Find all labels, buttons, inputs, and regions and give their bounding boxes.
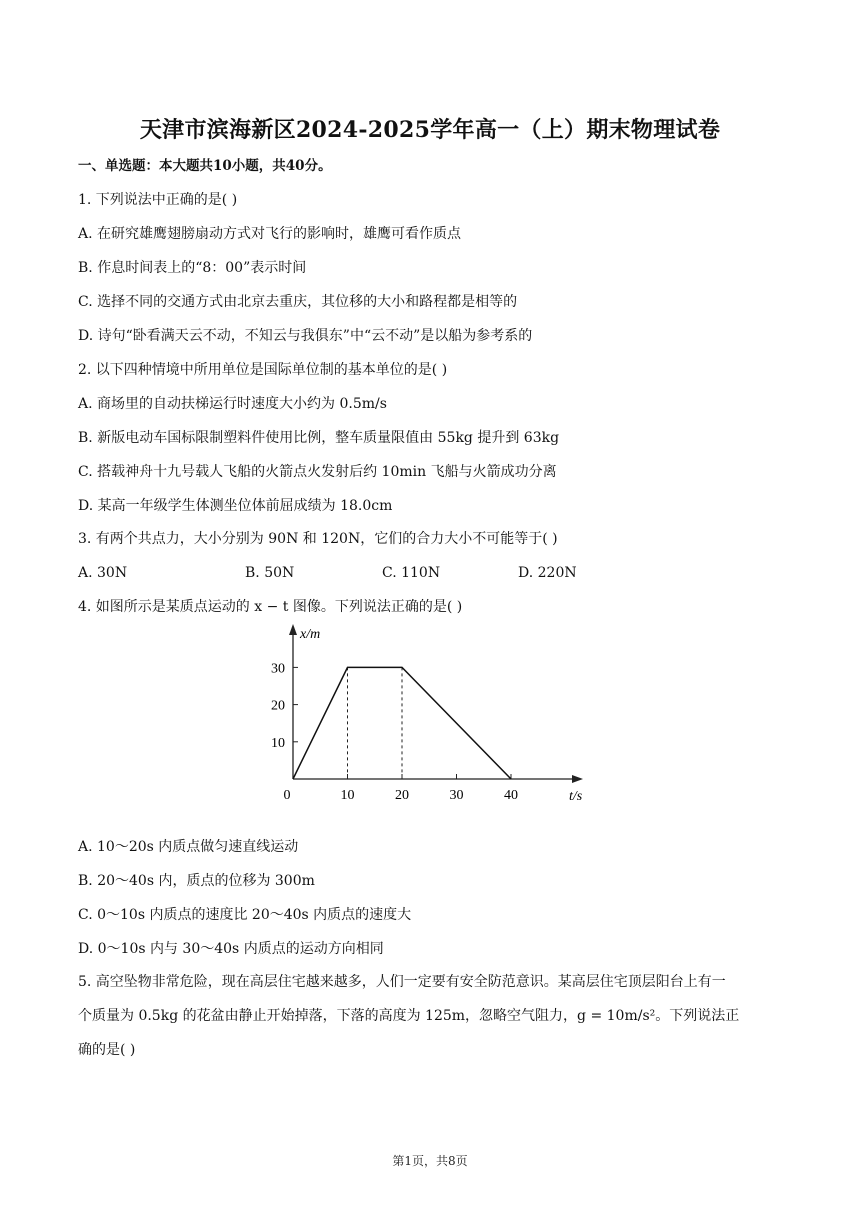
question-3-stem: 3. 有两个共点力，大小分别为 90N 和 120N，它们的合力大小不可能等于( )	[78, 531, 558, 547]
y-axis-label: x/m	[300, 627, 321, 642]
question-3-option-d: D. 220N	[518, 565, 577, 581]
question-2-option-c: C. 搭载神舟十九号载人飞船的火箭点火发射后约 10min 飞船与火箭成功分离	[78, 464, 557, 480]
question-4-option-b: B. 20～40s 内，质点的位移为 300m	[78, 873, 315, 889]
question-4-option-c: C. 0～10s 内质点的速度比 20～40s 内质点的速度大	[78, 907, 412, 923]
question-5-line-1: 5. 高空坠物非常危险，现在高层住宅越来越多，人们一定要有安全防范意识。某高层住宅顶层阳台上有一	[78, 974, 726, 990]
y-tick-label: 20	[271, 698, 285, 714]
question-1-option-d: D. 诗句“卧看满天云不动，不知云与我俱东”中“云不动”是以船为参考系的	[78, 328, 533, 344]
page-title: 天津市滨海新区2024-2025学年高一（上）期末物理试卷	[139, 117, 721, 143]
question-4-option-d: D. 0～10s 内与 30～40s 内质点的运动方向相同	[78, 941, 384, 957]
y-axis-arrow	[289, 624, 297, 635]
page-footer: 第1页，共8页	[392, 1154, 468, 1168]
question-4-stem: 4. 如图所示是某质点运动的 x − t 图像。下列说法正确的是( )	[78, 599, 463, 615]
question-2-option-a: A. 商场里的自动扶梯运行时速度大小约为 0.5m/s	[78, 396, 387, 412]
question-3-option-a: A. 30N	[78, 565, 128, 581]
question-4-option-a: A. 10～20s 内质点做匀速直线运动	[78, 839, 299, 855]
x-tick-label: 20	[395, 788, 409, 803]
question-3-option-c: C. 110N	[382, 565, 441, 581]
question-1-stem: 1. 下列说法中正确的是( )	[78, 192, 238, 208]
x-tick-label: 0	[283, 788, 291, 803]
section-heading: 一、单选题：本大题共10小题，共40分。	[78, 158, 332, 174]
question-1-option-b: B. 作息时间表上的“8：00”表示时间	[78, 260, 307, 276]
x-axis-arrow	[572, 775, 583, 783]
question-2-option-b: B. 新版电动车国标限制塑料件使用比例，整车质量限值由 55kg 提升到 63kg	[78, 430, 560, 446]
x-axis-label: t/s	[569, 789, 583, 804]
question-2-stem: 2. 以下四种情境中所用单位是国际单位制的基本单位的是( )	[78, 362, 448, 378]
x-t-graph	[260, 620, 600, 810]
y-tick-label: 30	[271, 661, 285, 677]
question-2-option-d: D. 某高一年级学生体测坐位体前屈成绩为 18.0cm	[78, 498, 393, 514]
x-tick-label: 30	[449, 788, 464, 803]
question-5-line-3: 确的是( )	[78, 1042, 136, 1058]
question-1-option-c: C. 选择不同的交通方式由北京去重庆，其位移的大小和路程都是相等的	[78, 294, 518, 310]
y-tick-label: 10	[271, 735, 285, 751]
question-3-option-b: B. 50N	[245, 565, 295, 581]
x-tick-label: 40	[504, 788, 518, 803]
question-5-line-2: 个质量为 0.5kg 的花盆由静止开始掉落，下落的高度为 125m，忽略空气阻力，g = 10m/s²。下列说法正	[78, 1008, 740, 1024]
question-1-option-a: A. 在研究雄鹰翅膀扇动方式对飞行的影响时，雄鹰可看作质点	[78, 226, 462, 242]
x-tick-label: 10	[340, 788, 355, 803]
